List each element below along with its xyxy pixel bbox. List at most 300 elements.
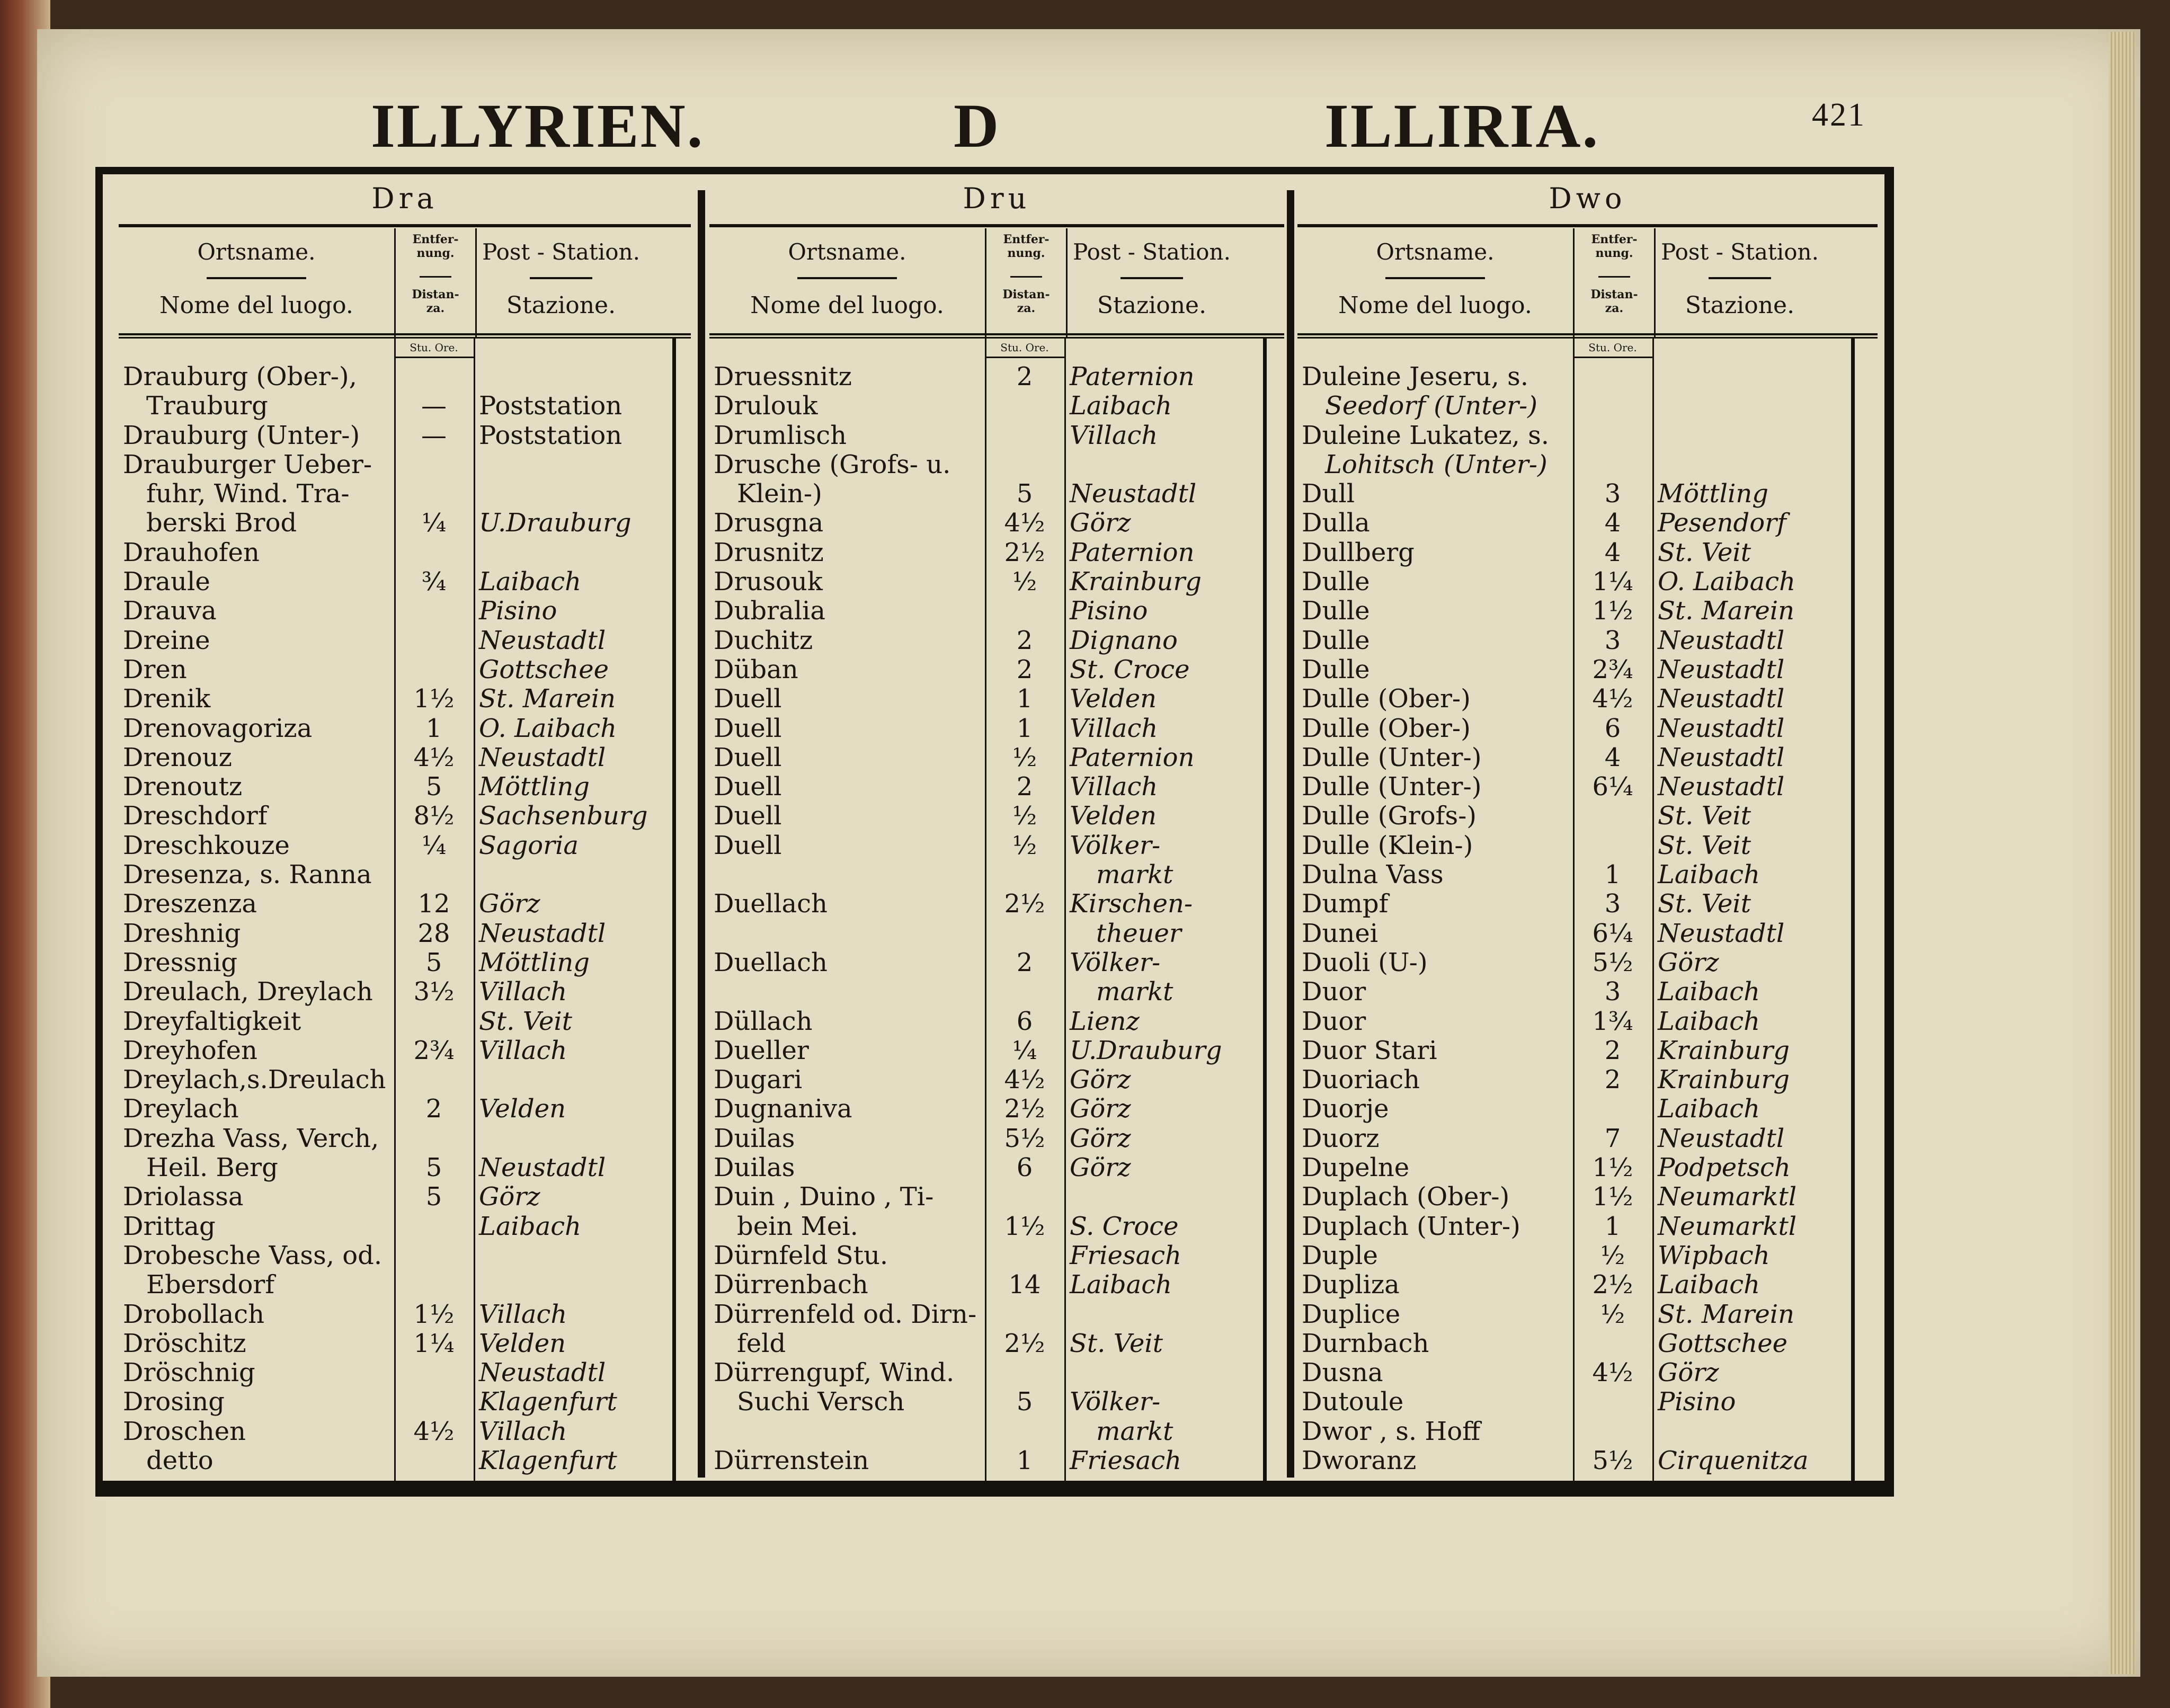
post-station: Laibach (1658, 1094, 1760, 1124)
place-name: Drezha Vass, Verch, (123, 1123, 379, 1153)
column-header-distance (985, 228, 1068, 337)
title-german: ILLYRIEN. (371, 91, 705, 161)
place-name: detto (146, 1445, 214, 1475)
table-row (1297, 1124, 1878, 1153)
place-name: Dugnaniva (714, 1094, 852, 1124)
table-row (1297, 1007, 1878, 1036)
place-name: Dulla (1302, 508, 1370, 538)
place-name: Duplach (Unter-) (1302, 1211, 1520, 1241)
table-row (119, 1329, 691, 1358)
post-station: Klagenfurt (479, 1445, 617, 1475)
place-name: Duplice (1302, 1299, 1401, 1329)
place-name: Dreyhofen (123, 1035, 257, 1065)
distance-hours: 7 (1604, 1123, 1621, 1153)
header-name-italian: Nome del luogo. (750, 292, 944, 319)
place-name: Dürrenfeld od. Dirn- (714, 1299, 977, 1329)
header-post-german: Post - Station. (482, 239, 640, 265)
table-row (1297, 802, 1878, 831)
distance-hours: 3 (1604, 479, 1621, 509)
distance-hours: 2 (1016, 625, 1033, 655)
column-header-distance (394, 228, 477, 337)
distance-hours: 4½ (1004, 508, 1045, 538)
table-row (119, 1182, 691, 1212)
place-name: Dreschdorf (123, 801, 268, 831)
distance-hours: 2 (1016, 947, 1033, 977)
header-distance-german (1575, 233, 1654, 260)
post-station: Neustadtl (1658, 918, 1785, 948)
header-rule (709, 333, 1284, 339)
post-station: Laibach (1658, 1270, 1760, 1300)
post-station: Sagoria (479, 830, 579, 860)
rule (797, 277, 896, 279)
distance-hours: 1 (425, 713, 442, 743)
table-row (119, 802, 691, 831)
table-row (119, 1446, 691, 1475)
table-row (119, 977, 691, 1007)
place-name: Düllach (714, 1006, 813, 1036)
section-letter: D (954, 91, 1001, 161)
post-station: St. Croce (1070, 654, 1190, 684)
table-row (709, 1095, 1284, 1124)
post-station: Görz (1070, 1153, 1131, 1183)
section-title: Dra (371, 182, 438, 215)
distance-hours: 6¼ (1592, 918, 1633, 948)
table-row (1297, 1065, 1878, 1095)
place-name: Heil. Berg (146, 1153, 278, 1183)
table-row (1297, 1329, 1878, 1358)
distance-hours: 2½ (1004, 537, 1045, 567)
place-name: Duchitz (714, 625, 813, 655)
entry-list (1297, 362, 1878, 1475)
place-name: Dürrenstein (714, 1445, 869, 1475)
header-rule (119, 333, 691, 339)
distance-hours: 1½ (413, 684, 455, 714)
table-row (709, 421, 1284, 450)
place-name: Duilas (714, 1153, 795, 1183)
post-station: Paternion (1070, 537, 1195, 567)
table-row (1297, 919, 1878, 948)
place-name: Duell (714, 742, 782, 772)
place-name: Dwor , s. Hoff (1302, 1416, 1481, 1446)
table-row (709, 889, 1284, 919)
post-station: Neustadtl (1658, 654, 1785, 684)
distance-hours: 2½ (1004, 1094, 1045, 1124)
post-station: Velden (1070, 684, 1157, 714)
place-name: Dren (123, 654, 187, 684)
table-row (1297, 538, 1878, 567)
header-distance-german (986, 233, 1066, 260)
post-station: Neustadtl (1658, 742, 1785, 772)
distance-hours: 5½ (1592, 947, 1633, 977)
place-name: Dreulach, Dreylach (123, 977, 373, 1007)
table-section-0 (119, 180, 691, 1483)
post-station: Krainburg (1658, 1065, 1790, 1095)
place-name: Duorz (1302, 1123, 1380, 1153)
post-station: Neustadtl (479, 625, 606, 655)
post-station: Villach (479, 1299, 567, 1329)
place-name: Duell (714, 830, 782, 860)
table-row (119, 1358, 691, 1387)
post-station: Friesach (1070, 1445, 1182, 1475)
column-header-distance (1573, 228, 1656, 337)
header-distance-italian-1: Distan- (1590, 288, 1638, 301)
distance-hours: 4 (1604, 537, 1621, 567)
table-row (709, 1124, 1284, 1153)
place-name: Dreylach (123, 1094, 239, 1124)
post-station: Paternion (1070, 362, 1195, 392)
post-station: St. Veit (479, 1006, 572, 1036)
post-station: Villach (1070, 420, 1158, 450)
place-name: Drobesche Vass, od. (123, 1240, 383, 1270)
post-station: Paternion (1070, 742, 1195, 772)
distance-hours: 2 (1604, 1065, 1621, 1095)
distance-hours: 28 (417, 918, 450, 948)
page-number: 421 (1812, 97, 1866, 133)
table-section-2 (1297, 180, 1878, 1483)
header-name-german: Ortsname. (1376, 239, 1495, 265)
post-station: Villach (1070, 772, 1158, 802)
table-row (119, 1300, 691, 1329)
post-station: Kirschen- (1070, 889, 1193, 919)
post-station: Neustadtl (1658, 625, 1785, 655)
column-header-post (1652, 228, 1827, 337)
place-name: Drobollach (123, 1299, 265, 1329)
post-station: Gottschee (479, 654, 609, 684)
entry-list (709, 362, 1284, 1475)
rule (1598, 276, 1630, 278)
place-name: Drusche (Grofs- u. (714, 449, 951, 479)
header-distance-italian-1: Distan- (412, 288, 459, 301)
section-divider (1287, 190, 1294, 1478)
header-distance-german-2: nung. (416, 246, 455, 260)
place-name: Dusna (1302, 1358, 1383, 1388)
table-row (119, 392, 691, 421)
table-row (1297, 948, 1878, 977)
table-row (1297, 977, 1878, 1007)
rule (1385, 277, 1484, 279)
table-row (709, 977, 1284, 1007)
section-title: Dru (963, 182, 1031, 215)
distance-hours: 1½ (1592, 596, 1633, 626)
table-row (1297, 1358, 1878, 1387)
place-name: Dulna Vass (1302, 860, 1444, 890)
place-name: Seedorf (Unter-) (1325, 391, 1537, 421)
post-station: Görz (1070, 1065, 1131, 1095)
table-row (119, 1387, 691, 1417)
table-row (709, 831, 1284, 860)
table-row (1297, 1095, 1878, 1124)
table-row (709, 1036, 1284, 1065)
post-station: Krainburg (1658, 1035, 1790, 1065)
post-station: Poststation (479, 420, 622, 450)
post-station: markt (1096, 860, 1173, 890)
header-distance-german-1: Entfer- (1591, 233, 1638, 246)
table-row (709, 714, 1284, 743)
header-distance-italian-2: za. (1017, 301, 1036, 315)
place-name: Dubralia (714, 596, 826, 626)
distance-hours: 5 (425, 947, 442, 977)
table-row (709, 362, 1284, 392)
place-name: berski Brod (146, 508, 297, 538)
distance-hours: 1½ (413, 1299, 455, 1329)
header-name-italian: Nome del luogo. (159, 292, 353, 319)
place-name: Dürnfeld Stu. (714, 1240, 888, 1270)
table-row (1297, 597, 1878, 626)
post-station: Görz (479, 889, 540, 919)
post-station: Sachsenburg (479, 801, 648, 831)
table-row (119, 1153, 691, 1182)
distance-hours: 5 (425, 1153, 442, 1183)
place-name: Dullberg (1302, 537, 1415, 567)
table-section-1 (709, 180, 1284, 1483)
place-name: Duleine Lukatez, s. (1302, 420, 1549, 450)
table-row (709, 684, 1284, 714)
table-row (1297, 1036, 1878, 1065)
table-row (119, 948, 691, 977)
table-row (1297, 392, 1878, 421)
distance-hours: ½ (1012, 830, 1037, 860)
place-name: Dulle (1302, 654, 1370, 684)
table-row (119, 714, 691, 743)
place-name: Drauburg (Unter-) (123, 420, 360, 450)
rule (207, 277, 306, 279)
place-name: Dupliza (1302, 1270, 1400, 1300)
place-name: Dreshnig (123, 918, 241, 948)
table-row (709, 655, 1284, 684)
table-row (1297, 567, 1878, 597)
table-row (709, 479, 1284, 509)
post-station: Velden (479, 1328, 566, 1358)
place-name: Duor (1302, 977, 1366, 1007)
table-row (709, 1270, 1284, 1300)
rule (1120, 277, 1184, 279)
table-row (709, 948, 1284, 977)
place-name: Ebersdorf (146, 1270, 275, 1300)
distance-hours: 6 (1016, 1006, 1033, 1036)
place-name: Duell (714, 684, 782, 714)
post-station: U.Drauburg (479, 508, 632, 538)
table-row (709, 1446, 1284, 1475)
distance-hours: 6 (1604, 713, 1621, 743)
post-station: Völker- (1070, 1387, 1161, 1417)
place-name: Dreszenza (123, 889, 257, 919)
distance-hours: — (421, 391, 447, 421)
post-station: Laibach (1658, 860, 1760, 890)
place-name: Drumlisch (714, 420, 847, 450)
place-name: Drauburg (Ober-), (123, 362, 357, 392)
distance-hours: 1¼ (413, 1328, 455, 1358)
place-name: Klein-) (737, 479, 822, 509)
table-row (119, 655, 691, 684)
post-station: Neustadtl (1658, 1123, 1785, 1153)
place-name: Duellach (714, 889, 828, 919)
distance-hours: 2 (1604, 1035, 1621, 1065)
place-name: Dulle (Klein-) (1302, 830, 1473, 860)
post-station: Pisino (1658, 1387, 1736, 1417)
post-station: theuer (1096, 918, 1181, 948)
place-name: Dulle (Grofs-) (1302, 801, 1477, 831)
place-name: Dreyfaltigkeit (123, 1006, 301, 1036)
post-station: Pisino (479, 596, 557, 626)
distance-hours: ¼ (421, 830, 447, 860)
table-row (1297, 831, 1878, 860)
post-station: Pesendorf (1658, 508, 1786, 538)
post-station: U.Drauburg (1070, 1035, 1222, 1065)
distance-hours: 1 (1016, 684, 1033, 714)
post-station: Neustadtl (1658, 713, 1785, 743)
place-name: Dürrenbach (714, 1270, 868, 1300)
header-post-german: Post - Station. (1661, 239, 1819, 265)
table-row (119, 684, 691, 714)
distance-hours: ¼ (421, 508, 447, 538)
place-name: feld (737, 1328, 786, 1358)
place-name: Dupelne (1302, 1153, 1410, 1183)
place-name: Duell (714, 713, 782, 743)
header-post-italian: Stazione. (1097, 292, 1207, 319)
place-name: Dull (1302, 479, 1355, 509)
place-name: Dutoule (1302, 1387, 1404, 1417)
place-name: Dulle (Ober-) (1302, 684, 1471, 714)
table-row (119, 1417, 691, 1446)
place-name: Duell (714, 801, 782, 831)
place-name: Driolassa (123, 1182, 244, 1212)
post-station: Krainburg (1070, 567, 1202, 597)
distance-hours: 2 (1016, 654, 1033, 684)
distance-hours: — (421, 420, 447, 450)
place-name: Dulle (Ober-) (1302, 713, 1471, 743)
post-station: Neustadtl (479, 918, 606, 948)
rule (1709, 277, 1772, 279)
post-station: Wipbach (1658, 1240, 1770, 1270)
place-name: Duin , Duino , Ti- (714, 1182, 934, 1212)
place-name: Drosing (123, 1387, 225, 1417)
table-row (709, 538, 1284, 567)
distance-hours: 2 (1016, 362, 1033, 392)
place-name: fuhr, Wind. Tra- (146, 479, 350, 509)
table-row (1297, 772, 1878, 802)
table-row (1297, 714, 1878, 743)
place-name: Dröschnig (123, 1358, 255, 1388)
place-name: Duell (714, 772, 782, 802)
table-row (709, 802, 1284, 831)
distance-hours: 1¾ (1592, 1006, 1633, 1036)
post-station: St. Marein (479, 684, 616, 714)
header-distance-german-2: nung. (1007, 246, 1045, 260)
place-name: Duoli (U-) (1302, 947, 1428, 977)
post-station: Neustadtl (479, 1153, 606, 1183)
table-row (1297, 860, 1878, 889)
place-name: Suchi Versch (737, 1387, 905, 1417)
place-name: Drenoutz (123, 772, 243, 802)
table-row (119, 1065, 691, 1095)
table-row (709, 1153, 1284, 1182)
table-row (709, 392, 1284, 421)
header-post-italian: Stazione. (506, 292, 616, 319)
distance-hours: 4 (1604, 508, 1621, 538)
post-station: Neustadtl (1070, 479, 1197, 509)
distance-hours: 4½ (1004, 1065, 1045, 1095)
table-row (1297, 421, 1878, 450)
table-row (119, 889, 691, 919)
distance-hours: ½ (1600, 1240, 1625, 1270)
column-header-post (1064, 228, 1239, 337)
table-row (119, 1124, 691, 1153)
header-distance-italian-2: za. (426, 301, 445, 315)
table-row (119, 479, 691, 509)
table-row (1297, 626, 1878, 655)
table-row (119, 1036, 691, 1065)
post-station: Velden (1070, 801, 1157, 831)
post-station: Gottschee (1658, 1328, 1788, 1358)
page-edges (2109, 32, 2135, 1674)
header-rule (1297, 333, 1878, 339)
place-name: Dumpf (1302, 889, 1389, 919)
header-distance-italian (1575, 288, 1654, 315)
distance-hours: ½ (1600, 1299, 1625, 1329)
post-station: Görz (1070, 1094, 1131, 1124)
place-name: Drusnitz (714, 537, 824, 567)
place-name: Dworanz (1302, 1445, 1417, 1475)
place-name: bein Mei. (737, 1211, 858, 1241)
distance-hours: ½ (1012, 742, 1037, 772)
post-station: Görz (1658, 1358, 1719, 1388)
table-row (709, 1065, 1284, 1095)
distance-hours: 3 (1604, 889, 1621, 919)
header-post-italian: Stazione. (1685, 292, 1795, 319)
table-row (119, 1007, 691, 1036)
place-name: Drittag (123, 1211, 216, 1241)
place-name: Dreschkouze (123, 830, 290, 860)
table-row (119, 450, 691, 479)
header-name-german: Ortsname. (197, 239, 316, 265)
place-name: Drauhofen (123, 537, 260, 567)
distance-hours: 1 (1016, 713, 1033, 743)
post-station: markt (1096, 977, 1173, 1007)
post-station: St. Marein (1658, 596, 1795, 626)
unit-label: Stu. Ore. (1573, 339, 1652, 358)
rule (1010, 276, 1042, 278)
place-name: Druessnitz (714, 362, 852, 392)
header-distance-italian (986, 288, 1066, 315)
post-station: O. Laibach (479, 713, 617, 743)
rule (530, 277, 593, 279)
place-name: Duilas (714, 1123, 795, 1153)
post-station: Pisino (1070, 596, 1148, 626)
header-distance-italian (396, 288, 475, 315)
table-row (709, 1358, 1284, 1387)
place-name: Lohitsch (Unter-) (1325, 449, 1548, 479)
table-row (1297, 655, 1878, 684)
section-divider (698, 190, 705, 1478)
distance-hours: 1 (1604, 860, 1621, 890)
place-name: Duoriach (1302, 1065, 1420, 1095)
distance-hours: 5 (425, 1182, 442, 1212)
distance-hours: 4 (1604, 742, 1621, 772)
table-row (709, 1241, 1284, 1270)
place-name: Dreine (123, 625, 210, 655)
distance-hours: 5½ (1004, 1123, 1045, 1153)
table-row (119, 831, 691, 860)
post-station: Möttling (479, 772, 590, 802)
post-station: Görz (1658, 947, 1719, 977)
place-name: Dulle (1302, 596, 1370, 626)
table-row (119, 1241, 691, 1270)
distance-hours: 4½ (413, 742, 455, 772)
table-row (1297, 1212, 1878, 1241)
place-name: Dreylach,s.Dreulach (123, 1065, 386, 1095)
table-row (709, 772, 1284, 802)
table-row (709, 1212, 1284, 1241)
